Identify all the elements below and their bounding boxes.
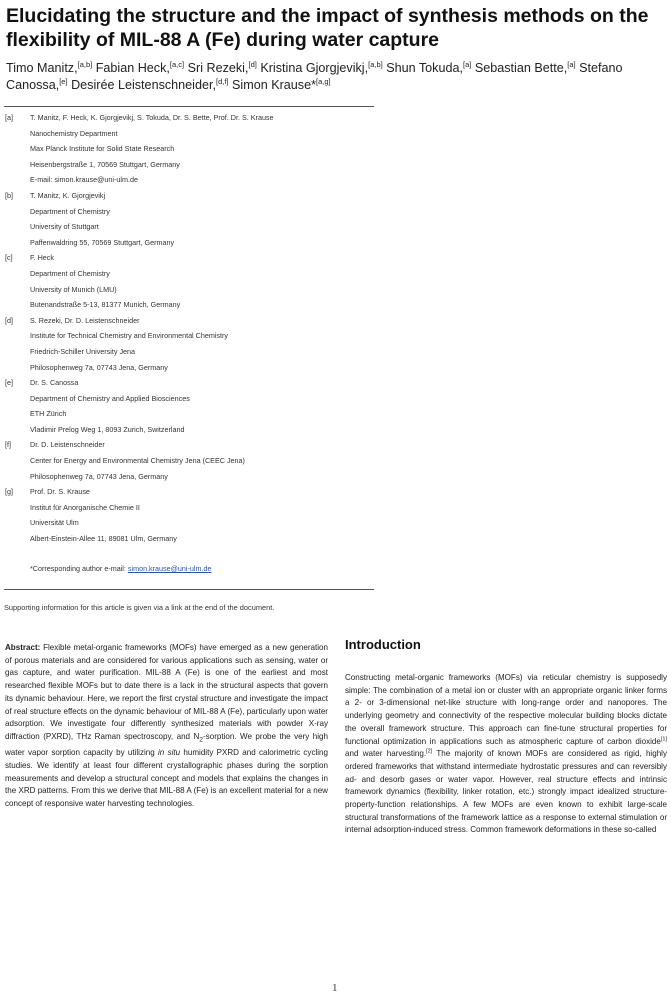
affiliation-g: [g] Prof. Dr. S. Krause Institut für Anorganische Chemie II Universität Ulm Albert-Einstein-Allee 11, 89081 Ulm, Germany [5, 487, 177, 544]
affiliations-bottom-rule [4, 589, 374, 590]
affiliation-f: [f] Dr. D. Leistenschneider Center for Energy and Environmental Chemistry Jena (CEEC Jena) Philosophenweg 7a, 07743 Jena, Germany [5, 440, 245, 481]
introduction-heading: Introduction [345, 637, 421, 652]
author: Sri Rezeki,[d] [187, 59, 257, 75]
author: Fabian Heck,[a,c] [95, 59, 185, 75]
author: Simon Krause*[a,g] [232, 76, 331, 92]
affiliations-top-rule [4, 106, 374, 107]
abstract-label: Abstract: [5, 643, 41, 652]
author: Sebastian Bette,[a] [474, 59, 576, 75]
affiliations [0, 110, 400, 547]
author: Shun Tokuda,[a] [386, 59, 472, 75]
citation-ref[interactable]: [2] [426, 748, 433, 755]
author: Stefano Canossa,[e] [6, 61, 623, 92]
author-list [6, 60, 666, 94]
corresponding-author: *Corresponding author e-mail: simon.krause@uni-ulm.de [30, 564, 212, 573]
affiliation-c: [c] F. Heck Department of Chemistry University of Munich (LMU) Butenandstraße 5-13, 81377 Munich, Germany [5, 253, 181, 310]
author: Kristina Gjorgjevikj,[a,b] [260, 59, 383, 75]
affiliation-a: [a] T. Manitz, F. Heck, K. Gjorgjevikj, S. Tokuda, Dr. S. Bette, Prof. Dr. S. Krause Nanochemistry Department Max Planck Institute for Solid State Research Heisenbergstraße 1, 70569 Stuttgart, Germany E-mail: simon.krause@uni-ulm.de [5, 113, 274, 185]
introduction-paragraph: Constructing metal-organic frameworks (MOFs) via reticular chemistry is supposedly simple: The combination of a metal ion or cluster with an appropriate organic linker forms a 2- or 3-dimensional net-like structure with long-range order and nanopores. The underlying geometry and connectivity of the respective molecular building blocks dictate the overall framework structure. This approach can fine-tune structural properties for functional optimization in applications such as atmospheric capture of carbon dioxide[1] and water harvesting.[2] The majority of known MOFs are considered as rigid, highly ordered frameworks that withstand intermediate hydrostatic pressures and can reversibly ad- and desorb gases or water vapor. However, real structure effects and intrinsic framework dynamics (flexibility, linker rotation, etc.) strongly impact idealized structure-property-function relationships. A few MOFs are even known to exhibit large-scale structural transformations of the framework lattice as a response to external stimulation or internal adsorption-induced stress. Common framework deformations in these so-called [345, 673, 667, 835]
author: Desirée Leistenschneider,[d,f] [71, 76, 229, 92]
supporting-info-note: Supporting information for this article is given via a link at the end of the document. [4, 603, 275, 612]
page-number: 1 [332, 982, 338, 994]
citation-ref[interactable]: [1] [660, 735, 667, 742]
corresponding-email-link[interactable]: simon.krause@uni-ulm.de [127, 564, 212, 573]
affiliation-e: [e] Dr. S. Canossa Department of Chemistry and Applied Biosciences ETH Zürich Vladimir Prelog Weg 1, 8093 Zurich, Switzerland [5, 378, 190, 434]
author: Timo Manitz,[a,b] [6, 59, 93, 75]
paper-title: Elucidating the structure and the impact of synthesis methods on the flexibility of MIL-88 A (Fe) during water capture [6, 5, 649, 51]
affiliation-d: [d] S. Rezeki, Dr. D. Leistenschneider Institute for Technical Chemistry and Environmental Chemistry Friedrich-Schiller University Jena Philosophenweg 7a, 07743 Jena, Germany [5, 315, 229, 372]
abstract: Abstract: Flexible metal-organic frameworks (MOFs) have emerged as a new generation of porous materials and are considered for various applications such as sensing, water or gas capture, and water purification. MIL-88 A (Fe) is one of the earliest and most researched flexible MOFs but to date there is a lack in the structural aspects that govern its dynamic behaviour. Here, we report the first crystal structure and investigate the impact of real structure effects on the dynamic behaviour of MIL-88 A (Fe), particularly upon water adsorption. We investigate four differently synthesized materials with powder X-ray diffraction (PXRD), THz Raman spectroscopy, and $N_2$-sorption. We probe the very high water vapor sorption capacity by utilizing in situ humidity PXRD and calorimetric cycling studies. We identify at least four different crystallographic phases during the sorption measurements and develop a structural concept and models that explains the changes in the XRD patterns. From this we derive that MIL-88 A (Fe) is an excellent material for a new concept of responsive water harvesting technologies. [5, 643, 329, 809]
affiliation-b: [b] T. Manitz, K. Gjorgjevikj Department of Chemistry University of Stuttgart Paffenwaldring 55, 70569 Stuttgart, Germany [5, 190, 175, 247]
